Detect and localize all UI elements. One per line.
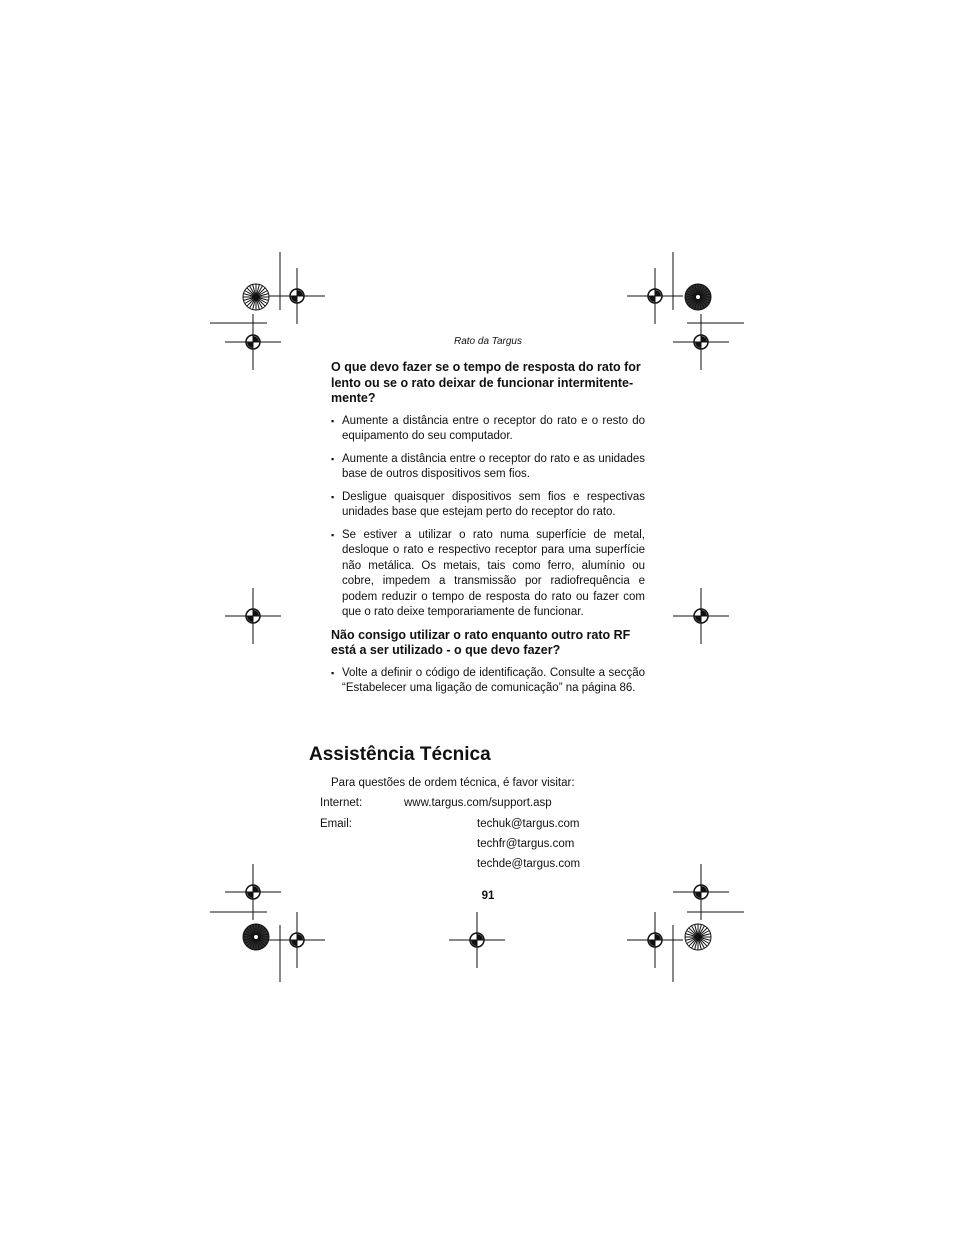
- list-item: ▪ Volte a definir o código de identificação. Consulte a secção “Estabelecer uma ligação de comunicação” na página 86.: [331, 666, 645, 697]
- list-item: ▪ Aumente a distância entre o receptor do rato e o resto do equipamento do seu computador.: [331, 414, 645, 445]
- running-header: Rato da Targus: [453, 336, 522, 347]
- color-star-center: [254, 935, 258, 939]
- faq-question-1: O que devo fazer se o tempo de resposta do rato for lento ou se o rato deixar de funcionar intermitente-mente?: [331, 360, 641, 405]
- internet-label: Internet:: [320, 797, 363, 809]
- page-number: 91: [481, 890, 495, 902]
- list-item: ▪ Se estiver a utilizar o rato numa superfície de metal, desloque o rato e respectivo receptor para uma superfície não metálica. Os metais, tais como ferro, alumínio ou cobre, impedem a transmissão por radiofrequência e podem reduzir o tempo de resposta do rato ou fazer com que o rato deixe temporariamente de funcionar.: [331, 528, 645, 621]
- email-link-french[interactable]: techfr@targus.com: [477, 838, 575, 850]
- list-item: ▪ Desligue quaisquer dispositivos sem fios e respectivas unidades base que estejam perto do receptor do rato.: [331, 490, 645, 521]
- section-title: Assistência Técnica: [309, 744, 491, 765]
- faq-answer-list-2: [331, 666, 645, 697]
- color-star-center: [254, 295, 258, 299]
- color-star-center: [696, 295, 700, 299]
- list-item: ▪ Aumente a distância entre o receptor do rato e as unidades base de outros dispositivos sem fios.: [331, 452, 645, 483]
- email-link-english[interactable]: techuk@targus.com: [477, 818, 580, 830]
- color-star-center: [696, 935, 700, 939]
- email-link-german[interactable]: techde@targus.com: [477, 858, 581, 870]
- support-url-link[interactable]: www.targus.com/support.asp: [404, 797, 552, 809]
- faq-answer-list-1: [331, 414, 645, 621]
- support-intro: Para questões de ordem técnica, é favor visitar:: [331, 777, 575, 789]
- email-label: Email:: [320, 818, 352, 830]
- faq-content: [331, 360, 645, 704]
- faq-question-2: Não consigo utilizar o rato enquanto outro rato RF está a ser utilizado - o que devo fazer?: [331, 627, 631, 657]
